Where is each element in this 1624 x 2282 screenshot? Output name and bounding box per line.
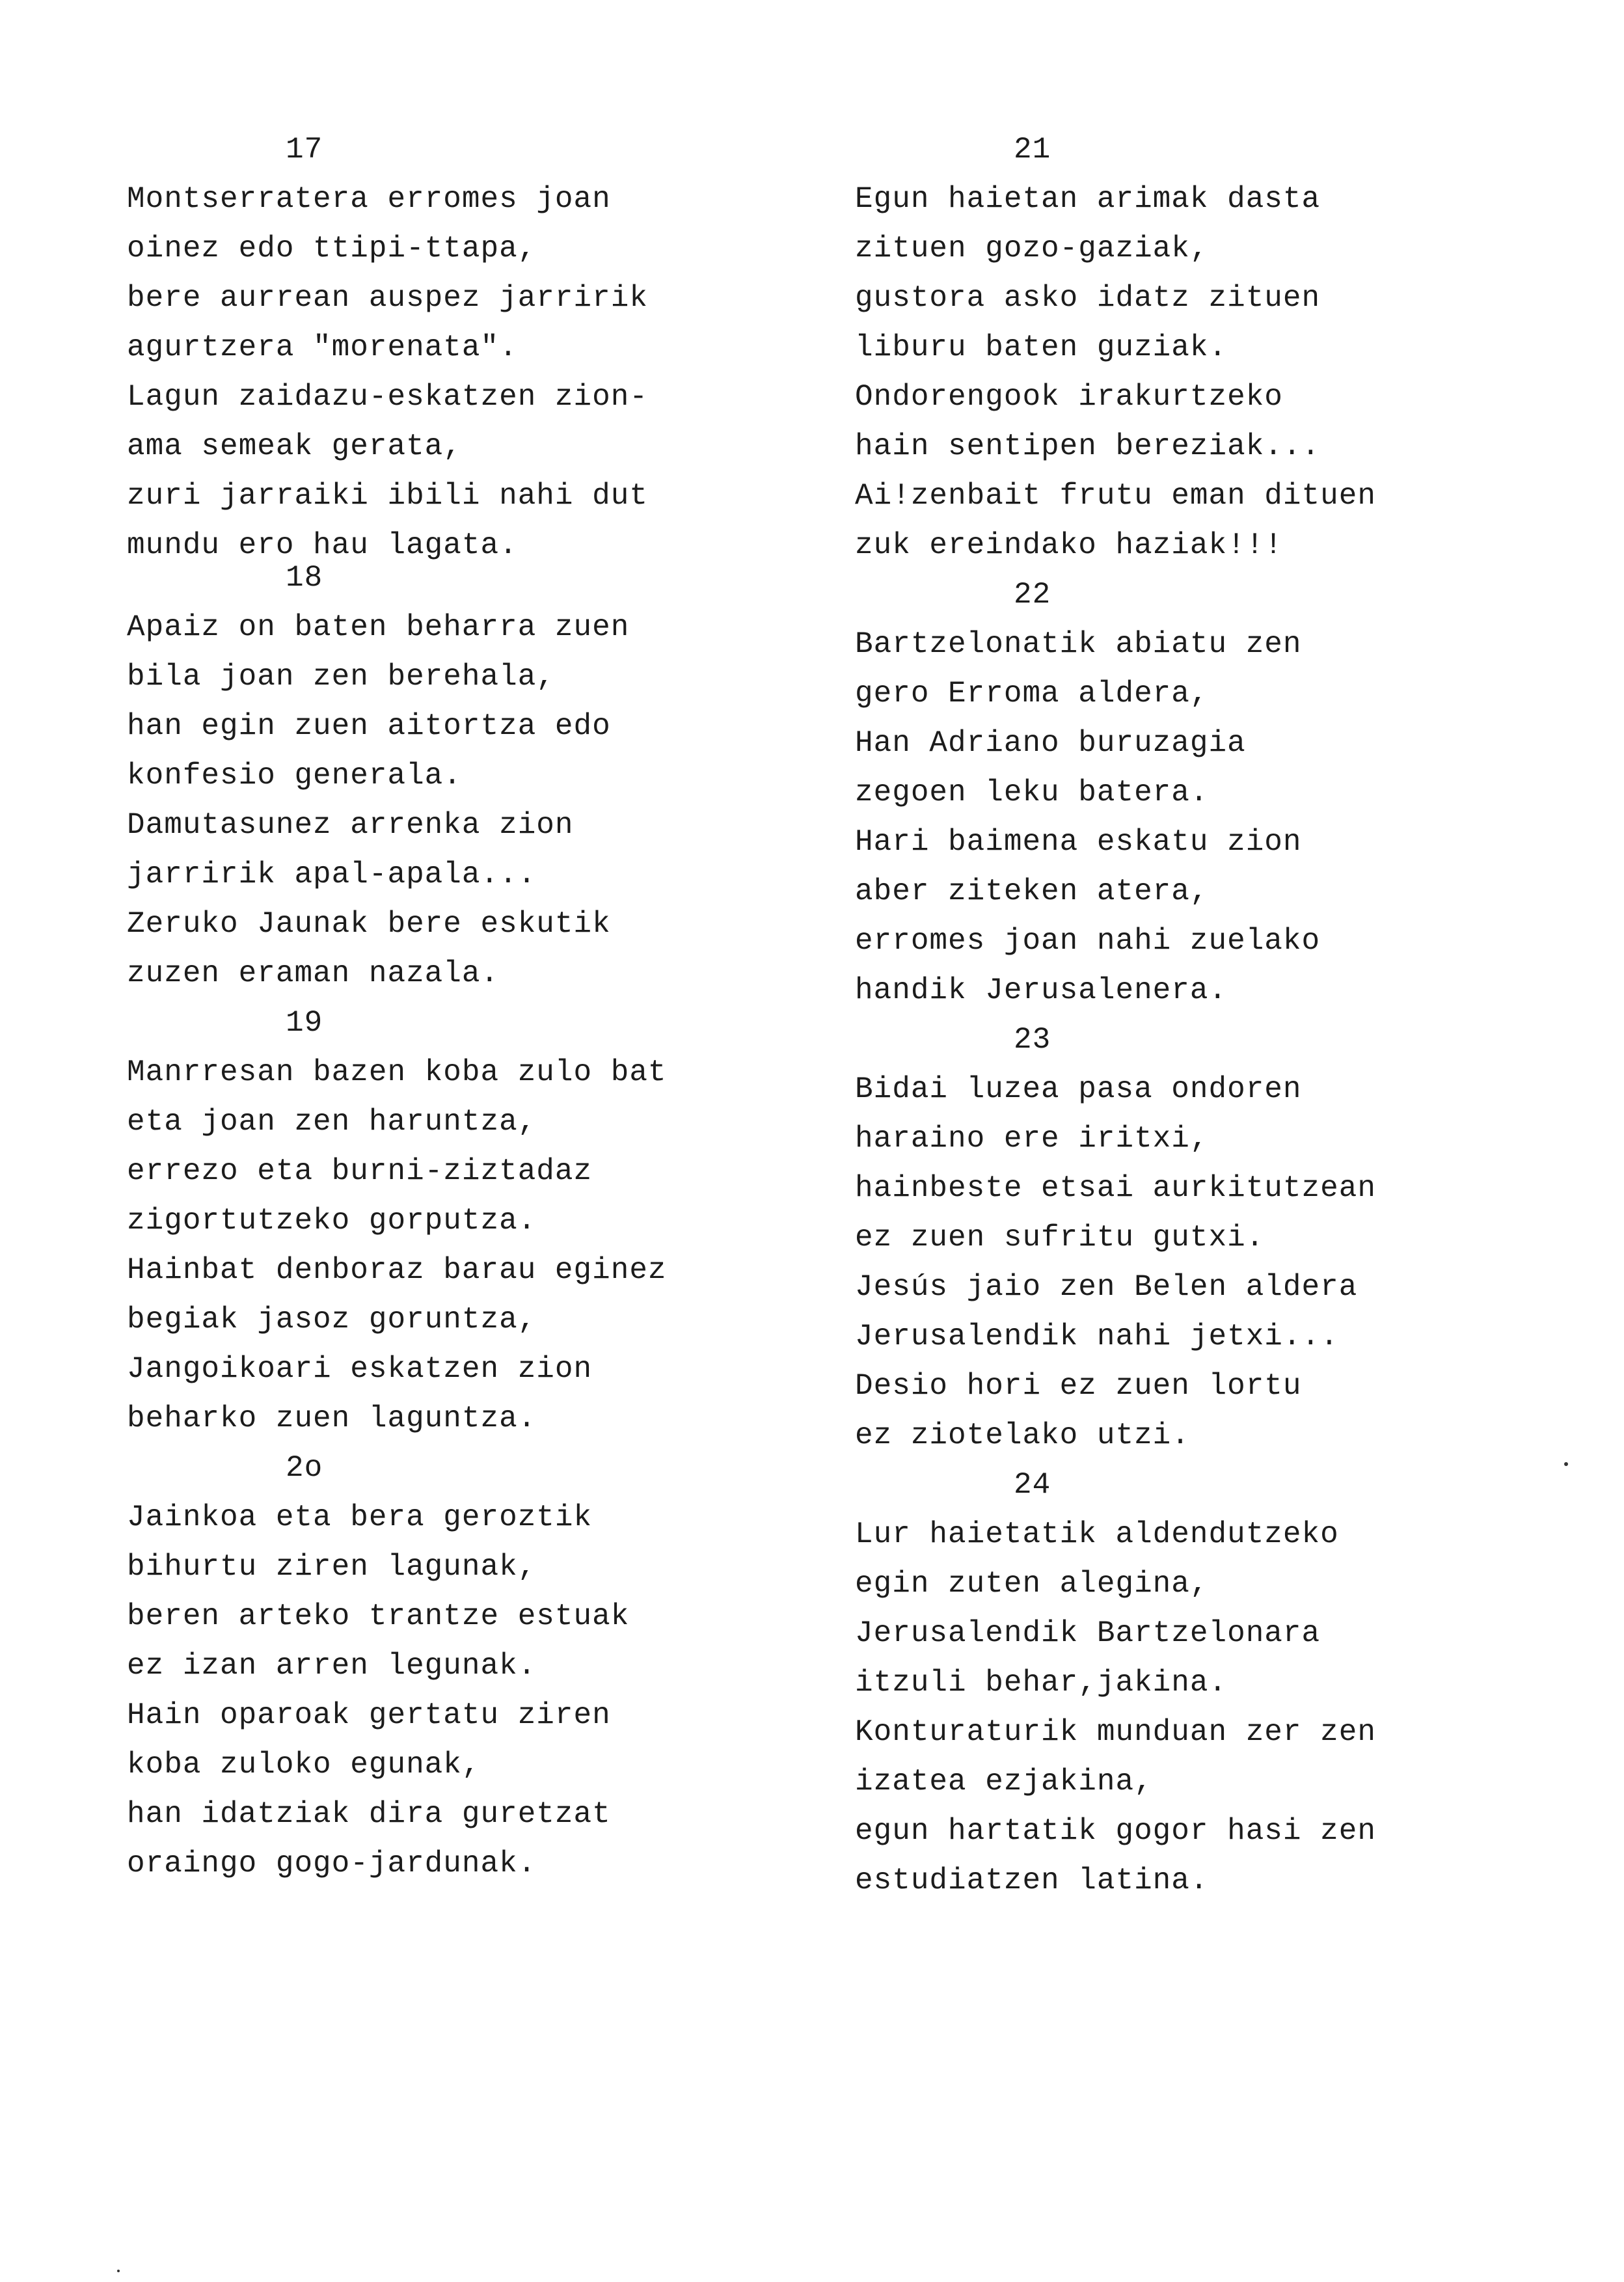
stanza-20 (127, 1443, 810, 1888)
verse-line: egin zuten alegina, (855, 1567, 1209, 1601)
stanza-19 (127, 998, 810, 1443)
verse-line: han egin zuen aitortza edo (127, 709, 611, 743)
verse-line: ama semeak gerata, (127, 429, 462, 463)
verse-line: zuri jarraiki ibili nahi dut (127, 479, 648, 513)
verse-line: Ai!zenbait frutu eman dituen (855, 479, 1376, 513)
verse-line: bihurtu ziren lagunak, (127, 1550, 537, 1584)
verse-line: zuzen eraman nazala. (127, 957, 500, 990)
verse-line: ez izan arren legunak. (127, 1649, 537, 1683)
stanza-number: 18 (286, 561, 323, 595)
verse-line: liburu baten guziak. (855, 331, 1228, 364)
stanza-number: 21 (1014, 133, 1051, 167)
verse-line: konfesio generala. (127, 759, 462, 793)
verse-line: Lagun zaidazu-eskatzen zion- (127, 380, 648, 414)
verse-line: zituen gozo-gaziak, (855, 232, 1209, 265)
verse-line: ez ziotelako utzi. (855, 1419, 1190, 1452)
verse-line: zegoen leku batera. (855, 776, 1209, 809)
verse-line: agurtzera "morenata". (127, 331, 518, 364)
stanza-number: 19 (286, 1006, 323, 1040)
verse-line: hain sentipen bereziak... (855, 429, 1321, 463)
verse-line: oraingo gogo-jardunak. (127, 1847, 537, 1881)
verse-line: Jerusalendik nahi jetxi... (855, 1320, 1339, 1353)
stanza-number: 22 (1014, 578, 1051, 612)
verse-line: jarririk apal-apala... (127, 858, 537, 891)
stanza-number: 24 (1014, 1468, 1051, 1502)
verse-line: Hain oparoak gertatu ziren (127, 1698, 611, 1732)
stanza-number: 23 (1014, 1023, 1051, 1057)
scan-speck (117, 2270, 120, 2272)
verse-line: itzuli behar,jakina. (855, 1666, 1228, 1700)
verse-line: izatea ezjakina, (855, 1765, 1153, 1799)
stanza-24 (855, 1460, 1538, 1905)
stanza-number: 2o (286, 1451, 323, 1485)
verse-line: ez zuen sufritu gutxi. (855, 1221, 1265, 1255)
verse-line: estudiatzen latina. (855, 1864, 1209, 1897)
verse-line: Jangoikoari eskatzen zion (127, 1352, 593, 1386)
verse-line: eta joan zen haruntza, (127, 1105, 537, 1139)
verse-line: Apaiz on baten beharra zuen (127, 610, 630, 644)
verse-line: Bidai luzea pasa ondoren (855, 1072, 1302, 1106)
verse-line: koba zuloko egunak, (127, 1748, 481, 1782)
verse-line: handik Jerusalenera. (855, 973, 1228, 1007)
verse-line: oinez edo ttipi-ttapa, (127, 232, 537, 265)
verse-line: Ondorengook irakurtzeko (855, 380, 1283, 414)
verse-line: Egun haietan arimak dasta (855, 182, 1321, 216)
verse-line: gero Erroma aldera, (855, 677, 1209, 711)
verse-line: gustora asko idatz zituen (855, 281, 1321, 315)
verse-line: beharko zuen laguntza. (127, 1402, 537, 1435)
stanza-22 (855, 570, 1538, 1015)
verse-line: Han Adriano buruzagia (855, 726, 1246, 760)
stanza-17 (127, 125, 810, 570)
verse-line: Montserratera erromes joan (127, 182, 611, 216)
verse-line: erromes joan nahi zuelako (855, 924, 1321, 958)
verse-line: aber ziteken atera, (855, 875, 1209, 908)
verse-line: Bartzelonatik abiatu zen (855, 627, 1302, 661)
verse-line: Jesús jaio zen Belen aldera (855, 1270, 1358, 1304)
verse-line: bila joan zen berehala, (127, 660, 555, 694)
verse-line: Konturaturik munduan zer zen (855, 1715, 1376, 1749)
verse-line: mundu ero hau lagata. (127, 528, 518, 562)
verse-line: beren arteko trantze estuak (127, 1599, 630, 1633)
verse-line: zigortutzeko gorputza. (127, 1204, 537, 1238)
stanza-23 (855, 1015, 1538, 1460)
stanza-number: 17 (286, 133, 323, 167)
verse-line: begiak jasoz goruntza, (127, 1303, 537, 1337)
verse-line: egun hartatik gogor hasi zen (855, 1814, 1376, 1848)
verse-line: Jainkoa eta bera geroztik (127, 1501, 593, 1534)
verse-line: errezo eta burni-ziztadaz (127, 1154, 593, 1188)
verse-line: Lur haietatik aldendutzeko (855, 1517, 1339, 1551)
verse-line: zuk ereindako haziak!!! (855, 528, 1283, 562)
verse-line: Jerusalendik Bartzelonara (855, 1616, 1321, 1650)
verse-line: Hari baimena eskatu zion (855, 825, 1302, 859)
verse-line: bere aurrean auspez jarririk (127, 281, 648, 315)
verse-line: Zeruko Jaunak bere eskutik (127, 907, 611, 941)
verse-line: haraino ere iritxi, (855, 1122, 1209, 1156)
verse-line: Hainbat denboraz barau eginez (127, 1253, 667, 1287)
verse-line: Desio hori ez zuen lortu (855, 1369, 1302, 1403)
stanza-21 (855, 125, 1538, 570)
scan-speck (1564, 1462, 1568, 1466)
verse-line: Manrresan bazen koba zulo bat (127, 1055, 667, 1089)
verse-line: Damutasunez arrenka zion (127, 808, 574, 842)
stanza-18 (127, 553, 810, 998)
verse-line: hainbeste etsai aurkitutzean (855, 1171, 1376, 1205)
verse-line: han idatziak dira guretzat (127, 1797, 611, 1831)
